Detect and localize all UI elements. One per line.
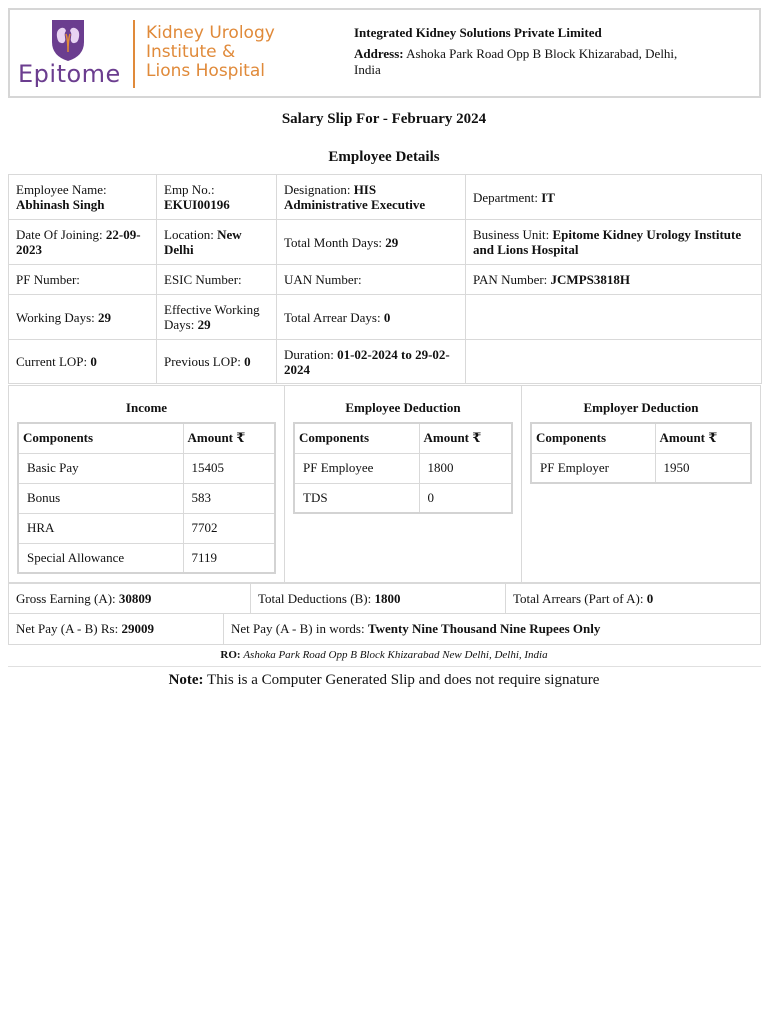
employee-deduction-table	[293, 422, 513, 514]
company-address	[354, 46, 694, 78]
logo-brand-text	[146, 24, 275, 81]
emp-no: EKUI00196	[164, 197, 230, 212]
components-header: Components	[294, 423, 419, 453]
table-row	[18, 513, 275, 543]
current-lop-cell: Current LOP: 0	[9, 340, 157, 384]
employee-name: Abhinash Singh	[16, 197, 105, 212]
current-lop: 0	[90, 354, 97, 369]
table-row	[18, 453, 275, 483]
component-name: HRA	[18, 513, 183, 543]
business-unit-cell: Business Unit: Epitome Kidney Urology Institute and Lions Hospital	[466, 220, 762, 265]
company-logo	[16, 16, 276, 96]
component-name: Bonus	[18, 483, 183, 513]
net-pay-amount: Net Pay (A - B) Rs: 29009	[9, 614, 224, 644]
pf-number-cell: PF Number:	[9, 265, 157, 295]
logo-epitome-text: Epitome	[18, 60, 121, 88]
department: IT	[541, 189, 555, 205]
designation-cell: Designation: HIS Administrative Executive	[277, 175, 466, 220]
ro-label: RO:	[220, 649, 241, 661]
divider	[8, 666, 761, 667]
registered-office	[0, 647, 768, 666]
uan-number-cell: UAN Number:	[277, 265, 466, 295]
table-row	[18, 483, 275, 513]
total-arrear-days: 0	[383, 309, 391, 325]
total-deductions: Total Deductions (B): 1800	[251, 584, 506, 613]
pay-components-panels	[8, 385, 761, 583]
employee-deduction-panel	[285, 386, 522, 582]
brand-line-1: Kidney Urology	[146, 23, 275, 43]
doj-cell: Date Of Joining: 22-09-2023	[9, 220, 157, 265]
employer-deduction-table	[530, 422, 752, 484]
amount-header: Amount ₹	[183, 423, 275, 453]
table-row	[294, 483, 512, 513]
total-deductions-value: 1800	[374, 591, 401, 606]
net-pay-words: Net Pay (A - B) in words: Twenty Nine Thousand Nine Rupees Only	[231, 621, 601, 636]
amount-header: Amount ₹	[655, 423, 751, 453]
slip-title: Salary Slip For - February 2024	[281, 111, 487, 127]
previous-lop-cell: Previous LOP: 0	[157, 340, 277, 384]
income-title: Income	[125, 400, 168, 415]
address-value: Ashoka Park Road Opp B Block Khizarabad, Delhi, India	[354, 46, 678, 77]
component-name: TDS	[294, 483, 419, 513]
total-month-days: 29	[385, 234, 399, 250]
total-arrear-days-cell: Total Arrear Days: 0	[277, 295, 466, 340]
component-amount: 0	[419, 483, 512, 513]
component-amount: 583	[183, 483, 275, 513]
emp-no-cell: Emp No.: EKUI00196	[157, 175, 277, 220]
working-days-cell: Working Days: 29	[9, 295, 157, 340]
esic-number-cell: ESIC Number:	[157, 265, 277, 295]
empty-cell	[466, 340, 762, 384]
empty-cell	[466, 295, 762, 340]
total-month-days-cell: Total Month Days: 29	[277, 220, 466, 265]
components-header: Components	[531, 423, 655, 453]
address-label: Address:	[354, 46, 404, 61]
business-unit: Epitome Kidney Urology Institute and Lions Hospital	[473, 227, 742, 257]
income-panel	[9, 386, 285, 582]
component-name: PF Employer	[531, 453, 655, 483]
ro-address: Ashoka Park Road Opp B Block Khizarabad New Delhi, Delhi, India	[243, 649, 548, 661]
component-name: PF Employee	[294, 453, 419, 483]
component-amount: 7702	[183, 513, 275, 543]
totals-row	[8, 583, 761, 614]
employee-details-table	[8, 174, 762, 384]
brand-line-3: Lions Hospital	[146, 61, 265, 81]
employee-name-cell: Employee Name: Abhinash Singh	[9, 175, 157, 220]
brand-line-2: Institute &	[146, 42, 236, 62]
pan-number-cell: PAN Number: JCMPS3818H	[466, 265, 762, 295]
table-header-row	[294, 423, 512, 453]
table-header-row	[18, 423, 275, 453]
note-text: This is a Computer Generated Slip and does not require signature	[207, 672, 600, 688]
table-header-row	[531, 423, 751, 453]
employer-deduction-title: Employer Deduction	[583, 400, 699, 415]
components-header: Components	[18, 423, 183, 453]
total-arrears-value: 0	[646, 591, 654, 606]
employee-details-title: Employee Details	[328, 149, 440, 165]
kidney-emblem-icon	[48, 18, 88, 62]
amount-header: Amount ₹	[419, 423, 512, 453]
effective-working-days: 29	[197, 317, 211, 332]
duration: 01-02-2024 to 29-02-2024	[284, 346, 450, 377]
note-label: Note:	[168, 672, 204, 688]
total-arrears: Total Arrears (Part of A): 0	[513, 591, 654, 606]
effective-working-days-cell: Effective Working Days: 29	[157, 295, 277, 340]
component-amount: 1950	[655, 453, 751, 483]
location: New Delhi	[164, 227, 242, 257]
company-info	[354, 25, 694, 78]
duration-cell: Duration: 01-02-2024 to 29-02-2024	[277, 340, 466, 384]
component-amount: 15405	[183, 453, 275, 483]
net-pay-words-value: Twenty Nine Thousand Nine Rupees Only	[367, 621, 601, 636]
doj: 22-09-2023	[16, 227, 141, 257]
department-cell: Department: IT	[466, 175, 762, 220]
component-amount: 1800	[419, 453, 512, 483]
pan-number: JCMPS3818H	[550, 272, 630, 287]
gross-earning: Gross Earning (A): 30809	[9, 584, 251, 613]
employer-deduction-panel	[522, 386, 760, 582]
logo-divider	[133, 20, 135, 88]
component-name: Basic Pay	[18, 453, 183, 483]
location-cell: Location: New Delhi	[157, 220, 277, 265]
company-name: Integrated Kidney Solutions Private Limited	[354, 25, 602, 40]
slip-header	[8, 8, 761, 98]
income-table	[17, 422, 276, 574]
table-row	[18, 543, 275, 573]
component-amount: 7119	[183, 543, 275, 573]
employee-deduction-title: Employee Deduction	[345, 400, 461, 415]
table-row	[294, 453, 512, 483]
working-days: 29	[98, 309, 111, 325]
component-name: Special Allowance	[18, 543, 183, 573]
table-row	[531, 453, 751, 483]
previous-lop: 0	[244, 354, 251, 369]
designation: HIS Administrative Executive	[284, 182, 426, 212]
net-pay-row	[8, 614, 761, 645]
footer-note	[0, 672, 768, 689]
net-pay-amount-value: 29009	[121, 621, 154, 636]
gross-earning-value: 30809	[118, 591, 152, 606]
